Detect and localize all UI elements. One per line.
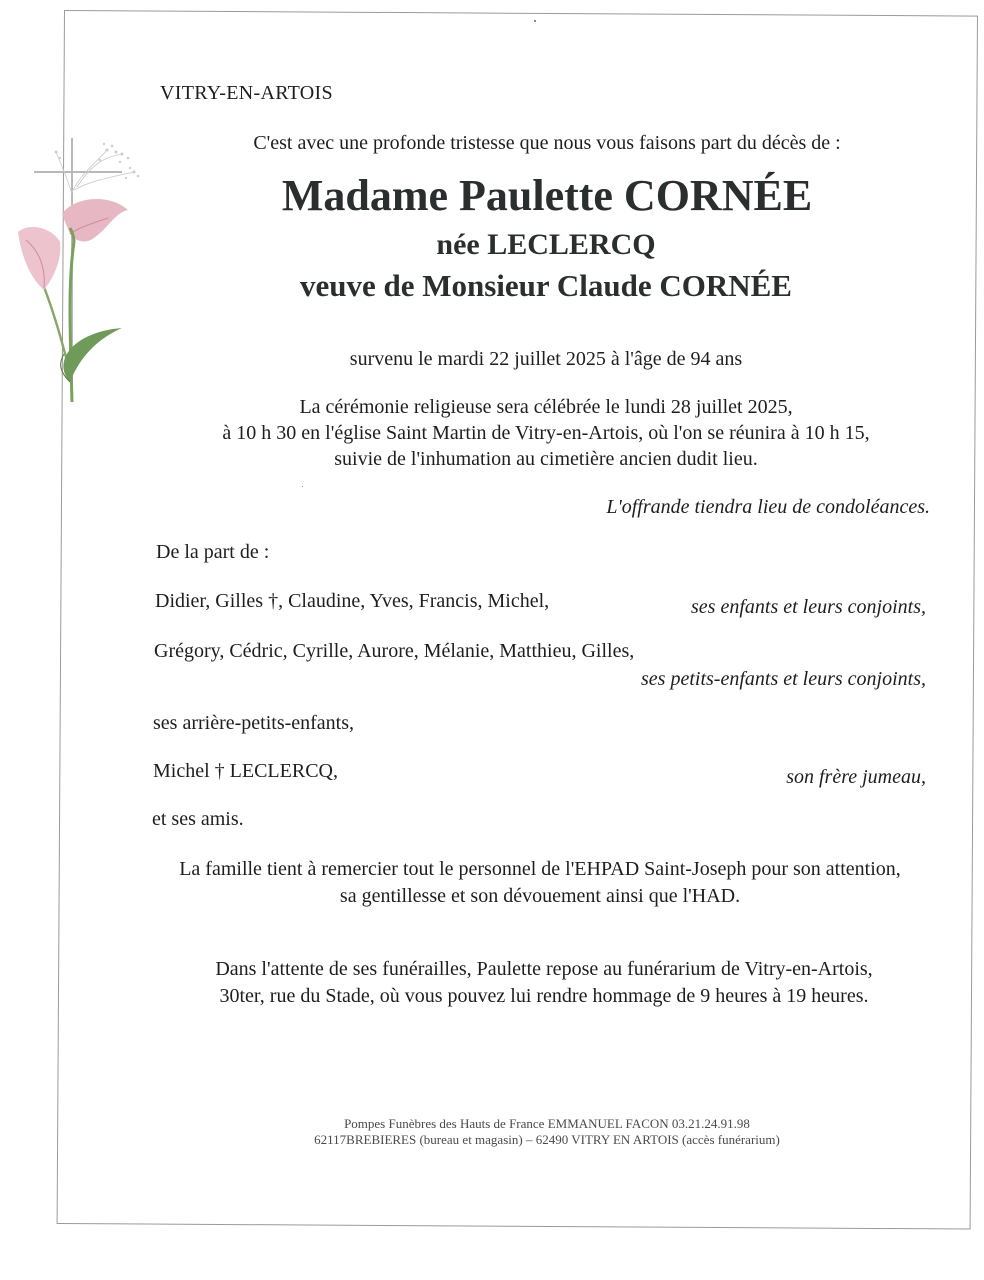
funeral-home-line-2: 62117BREBIERES (bureau et magasin) – 62490 VITRY EN ARTOIS (accès funérarium)	[314, 1132, 780, 1147]
intro-text: C'est avec une profonde tristesse que nous vous faisons part du décès de :	[253, 132, 841, 154]
ceremony-line-2: à 10 h 30 en l'église Saint Martin de Vitry-en-Artois, où l'on se réunira à 10 h 15,	[222, 422, 870, 444]
visitation-line-1: Dans l'attente de ses funérailles, Paulette repose au funérarium de Vitry-en-Artois,	[215, 958, 873, 980]
thanks-line-1: La famille tient à remercier tout le personnel de l'EHPAD Saint-Joseph pour son attention,	[179, 858, 901, 880]
grandchildren-names: Grégory, Cédric, Cyrille, Aurore, Mélanie, Matthieu, Gilles,	[154, 640, 635, 662]
thanks-line-2: sa gentillesse et son dévouement ainsi que l'HAD.	[339, 885, 741, 907]
family-intro: De la part de :	[156, 541, 270, 563]
birth-name: née LECLERCQ	[436, 228, 656, 261]
grandchildren-role: ses petits-enfants et leurs conjoints,	[641, 668, 926, 690]
children-names: Didier, Gilles †, Claudine, Yves, Francis, Michel,	[155, 590, 550, 612]
deceased-name: Madame Paulette CORNÉE	[281, 171, 813, 220]
children-role: ses enfants et leurs conjoints,	[691, 596, 926, 618]
offering-note: L'offrande tiendra lieu de condoléances.	[606, 496, 930, 518]
friends: et ses amis.	[152, 808, 244, 830]
widow-of: veuve de Monsieur Claude CORNÉE	[299, 268, 792, 303]
ceremony-line-3: suivie de l'inhumation au cimetière ancien dudit lieu.	[334, 448, 758, 470]
scan-speck	[302, 486, 303, 487]
scan-speck	[534, 20, 536, 22]
great-grandchildren: ses arrière-petits-enfants,	[153, 712, 355, 734]
ceremony-line-1: La cérémonie religieuse sera célébrée le lundi 28 juillet 2025,	[299, 396, 793, 418]
death-details: survenu le mardi 22 juillet 2025 à l'âge de 94 ans	[349, 348, 743, 370]
town-heading: VITRY-EN-ARTOIS	[160, 82, 333, 104]
brother-role: son frère jumeau,	[786, 766, 926, 788]
visitation-line-2: 30ter, rue du Stade, où vous pouvez lui rendre hommage de 9 heures à 19 heures.	[219, 985, 869, 1007]
funeral-home-line-1: Pompes Funèbres des Hauts de France EMMANUEL FACON 03.21.24.91.98	[344, 1116, 750, 1131]
brother-name: Michel † LECLERCQ,	[153, 760, 338, 782]
